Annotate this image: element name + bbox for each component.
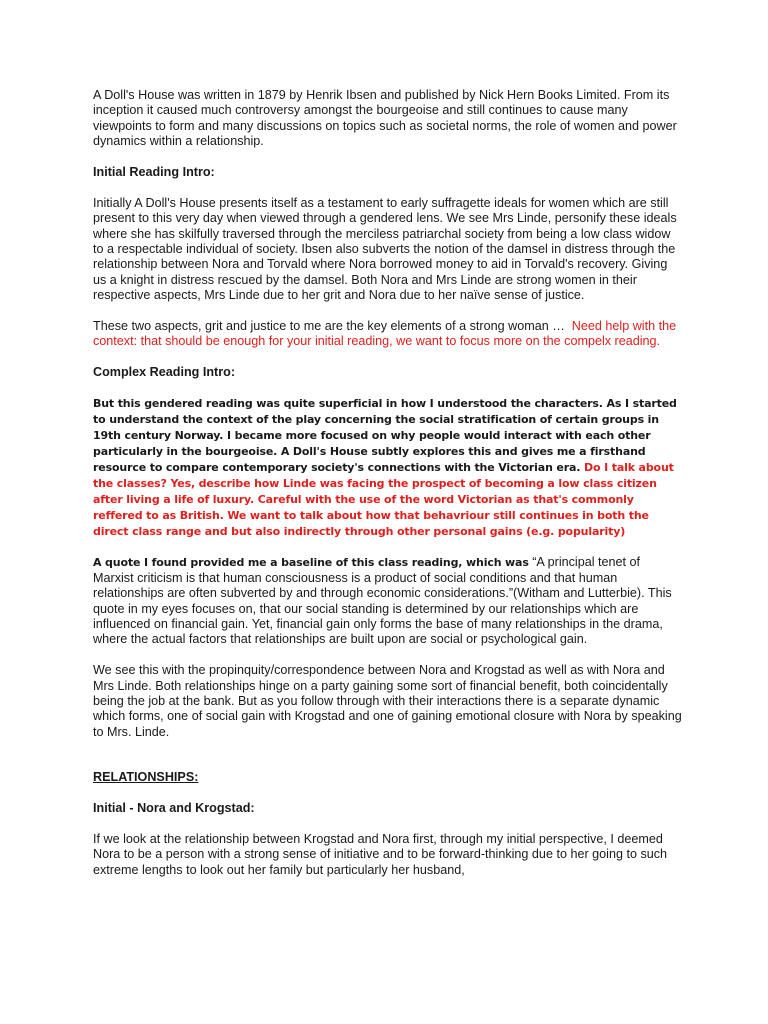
complex-reading-heading: Complex Reading Intro: [93, 365, 236, 380]
complex-comment: Do I talk about the classes? Yes, describe how Linde was facing the prospect of becoming a low class citizen after living a life of luxury. Careful with the use of the word Victorian as that's commonly reffered to as British. We want to talk about how that behavriour still continues in both the direct class range and but also indirectly through other personal gains (e.g. popularity) [93, 461, 674, 539]
initial-reading-heading: Initial Reading Intro: [93, 165, 215, 180]
initial-reading-paragraph: Initially A Doll's House presents itself as a testament to early suffragette ideals for women which are still present to this very day when viewed through a gendered lens. We see Mrs Linde, personify these ideals where she has skilfully traversed through the merciless patriarchal society from being a low class widow to a respectable individual of society. Ibsen also subverts the notion of the damsel in distress through the relationship between Nora and Torvald where Nora borrowed money to aid in Torvald's recovery. Giving us a knight in distress rescued by the damsel. Both Nora and Mrs Linde are strong women in their respective aspects, Mrs Linde due to her grit and Nora due to her naïve sense of justice. [93, 195, 677, 303]
intro-paragraph: A Doll's House was written in 1879 by Henrik Ibsen and published by Nick Hern Books Limited. From its inception it caused much controversy amongst the bourgeoise and still continues to cause many viewpoints to form and many discussions on topics such as societal norms, the role of women and power dynamics within a relationship. [93, 88, 677, 149]
grit-paragraph [93, 319, 683, 350]
complex-reading-paragraph [93, 396, 683, 540]
quote-lead: A quote I found provided me a baseline of this class reading, which was [93, 556, 529, 570]
nora-krogstad-heading: Initial - Nora and Krogstad: [93, 801, 255, 816]
propinquity-paragraph: We see this with the propinquity/correspondence between Nora and Krogstad as well as with Nora and Mrs Linde. Both relationships hinge on a party gaining some sort of financial benefit, both coincidentally being the job at the bank. But as you follow through with their interactions there is a separate dynamic which forms, one of social gain with Krogstad and one of gaining emotional closure with Nora by speaking to Mrs. Linde. [93, 663, 682, 739]
complex-text: But this gendered reading was quite superficial in how I understood the characters. As I started to understand the context of the play concerning the social stratification of certain groups in 19th century Norway. I became more focused on why people would interact with each other particularly in the bourgeoise. A Doll's House subtly explores this and gives me a firsthand resource to compare contemporary society's connections with the Victorian era. [93, 397, 677, 475]
relationships-heading: RELATIONSHIPS: [93, 770, 199, 785]
grit-comment: Need help with the context: that should be enough for your initial reading, we want to focus more on the compelx reading. [93, 319, 677, 349]
quote-paragraph [93, 555, 683, 647]
nora-krogstad-paragraph: If we look at the relationship between Krogstad and Nora first, through my initial perspective, I deemed Nora to be a person with a strong sense of initiative and to be forward-thinking due to her going to such extreme lengths to look out her family but particularly her husband, [93, 831, 668, 877]
quote-text: “A principal tenet of Marxist criticism is that human consciousness is a product of social conditions and that human relationships are often subverted by and through economic considerations.”(Witham and Lutterbie). This quote in my eyes focuses on, that our social standing is determined by our relationships which are influenced on financial gain. Yet, financial gain only forms the base of many relationships in the drama, where the actual factors that relationships are built upon are social or psychological gain. [93, 555, 672, 647]
document-page [93, 88, 683, 894]
grit-text: These two aspects, grit and justice to me are the key elements of a strong woman … [93, 319, 565, 334]
